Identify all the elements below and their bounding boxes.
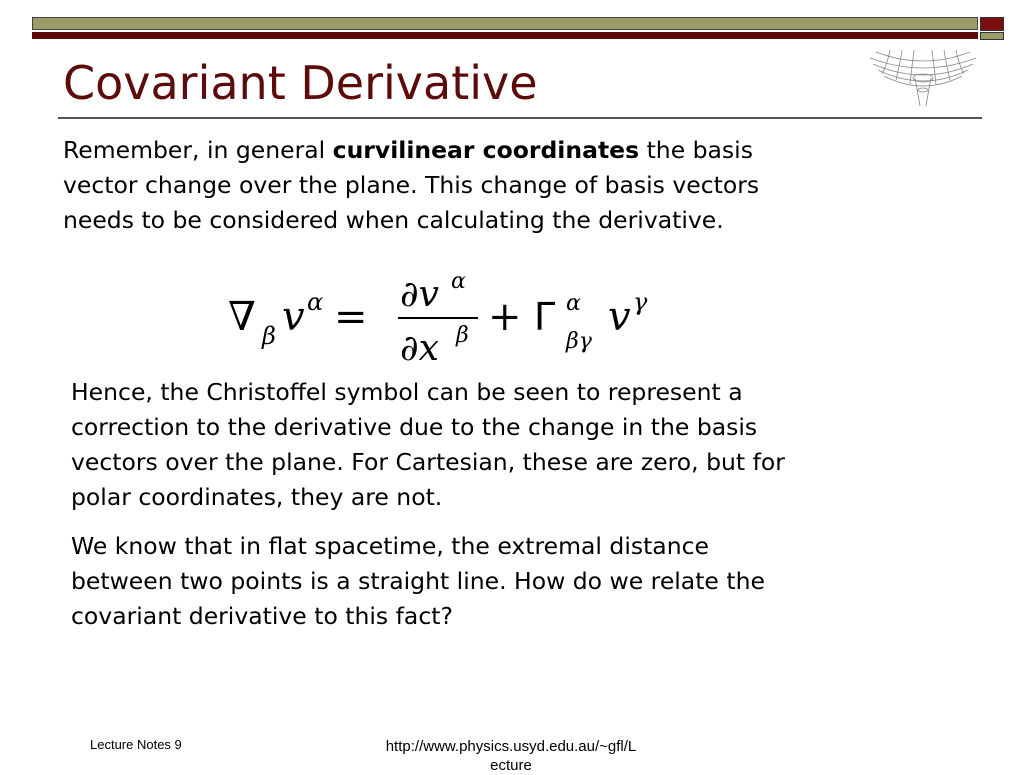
- intro-bold-term: curvilinear coordinates: [332, 136, 640, 164]
- eq-den-sup: β: [456, 323, 469, 348]
- covariant-derivative-equation: [228, 266, 668, 366]
- footer-url-line-2: ecture: [490, 757, 532, 774]
- header-bar-maroon: [32, 32, 978, 39]
- eq-v-sup: α: [307, 288, 324, 316]
- curved-spacetime-grid-icon: [868, 44, 978, 108]
- intro-line-2: vector change over the plane. This change of basis vectors: [63, 171, 760, 199]
- flat-spacetime-line-1: We know that in flat spacetime, the extremal distance: [71, 532, 709, 560]
- eq-plus: +: [488, 294, 522, 340]
- header-bar-olive: [32, 17, 978, 30]
- footer-url: [366, 737, 656, 775]
- intro-paragraph: [63, 133, 759, 238]
- flat-spacetime-paragraph: [71, 529, 765, 634]
- corner-square-red: [980, 17, 1004, 31]
- eq-nabla-sub: β: [262, 322, 276, 350]
- eq-gamma-sub: βγ: [566, 329, 592, 354]
- eq-num-sup: α: [451, 269, 466, 294]
- intro-line-1: [63, 133, 759, 168]
- slide-title: Covariant Derivative: [63, 56, 538, 110]
- eq-v2: v: [608, 294, 631, 340]
- christoffel-line-4: polar coordinates, they are not.: [71, 483, 443, 511]
- corner-square-olive: [980, 32, 1004, 40]
- footer-lecture-label: Lecture Notes 9: [90, 737, 182, 752]
- eq-gamma-sup: α: [566, 291, 581, 316]
- eq-v2-sup: γ: [633, 288, 648, 316]
- eq-gamma: Γ: [534, 295, 556, 339]
- intro-text-after: the basis: [639, 136, 753, 164]
- title-divider: [58, 117, 982, 119]
- christoffel-paragraph: [71, 375, 785, 515]
- eq-v: v: [282, 294, 305, 340]
- eq-equals: =: [334, 294, 368, 340]
- eq-num-partial: ∂v: [400, 274, 439, 315]
- eq-den-partial: ∂x: [400, 328, 439, 366]
- christoffel-line-2: correction to the derivative due to the change in the basis: [71, 413, 758, 441]
- intro-line-3: needs to be considered when calculating the derivative.: [63, 206, 724, 234]
- flat-spacetime-line-2: between two points is a straight line. How do we relate the: [71, 567, 765, 595]
- flat-spacetime-line-3: covariant derivative to this fact?: [71, 602, 453, 630]
- footer-url-line-1: http://www.physics.usyd.edu.au/~gfl/L: [385, 738, 637, 755]
- intro-text-before: Remember, in general: [63, 136, 333, 164]
- eq-nabla: ∇: [228, 294, 256, 340]
- christoffel-line-1: Hence, the Christoffel symbol can be seen to represent a: [71, 378, 743, 406]
- christoffel-line-3: vectors over the plane. For Cartesian, these are zero, but for: [71, 448, 785, 476]
